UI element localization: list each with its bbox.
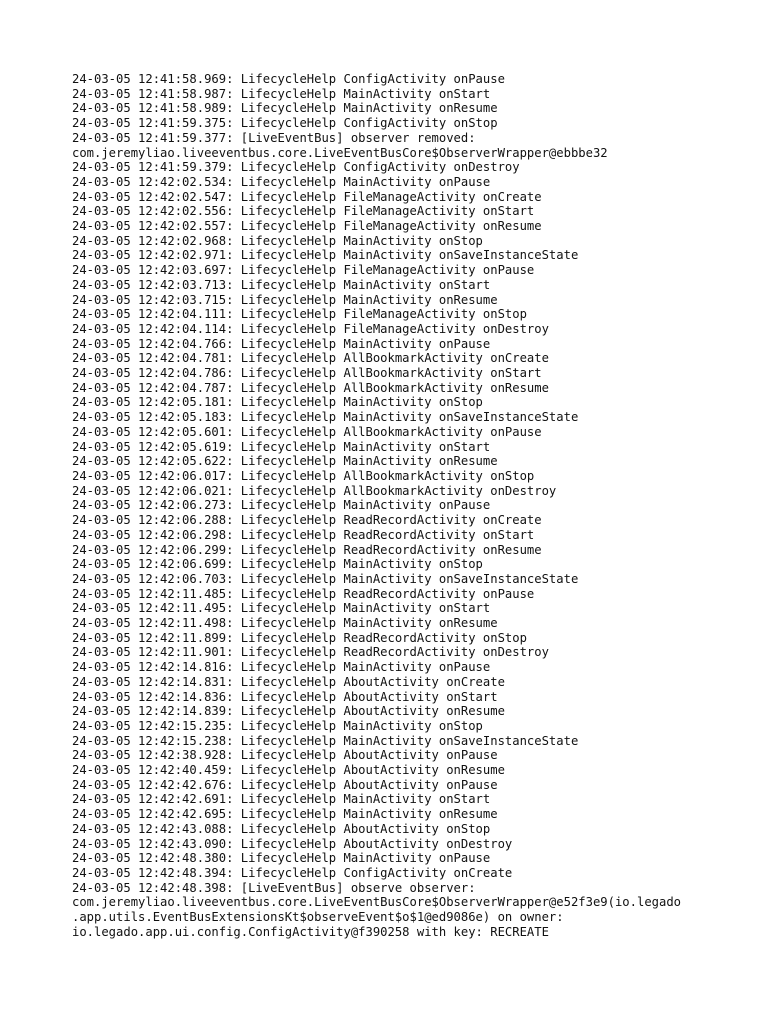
- log-line: 24-03-05 12:41:58.987: LifecycleHelp MainActivity onStart: [72, 86, 491, 101]
- log-line: 24-03-05 12:42:11.498: LifecycleHelp MainActivity onResume: [72, 616, 498, 631]
- log-line: 24-03-05 12:42:02.534: LifecycleHelp MainActivity onPause: [72, 174, 491, 189]
- log-line: .app.utils.EventBusExtensionsKt$observeEvent$o$1@ed9086e) on owner:: [72, 910, 564, 925]
- log-line: 24-03-05 12:42:02.547: LifecycleHelp FileManageActivity onCreate: [72, 189, 542, 204]
- log-line: 24-03-05 12:42:15.238: LifecycleHelp MainActivity onSaveInstanceState: [72, 733, 579, 748]
- log-line: 24-03-05 12:41:59.379: LifecycleHelp ConfigActivity onDestroy: [72, 160, 520, 175]
- log-line: 24-03-05 12:41:58.969: LifecycleHelp ConfigActivity onPause: [72, 72, 505, 86]
- log-line: 24-03-05 12:41:58.989: LifecycleHelp MainActivity onResume: [72, 101, 498, 116]
- log-line: 24-03-05 12:42:06.273: LifecycleHelp MainActivity onPause: [72, 498, 491, 513]
- log-line: 24-03-05 12:42:05.181: LifecycleHelp MainActivity onStop: [72, 395, 483, 410]
- log-line: 24-03-05 12:42:04.766: LifecycleHelp MainActivity onPause: [72, 336, 491, 351]
- log-line: 24-03-05 12:42:05.619: LifecycleHelp MainActivity onStart: [72, 439, 491, 454]
- log-line: 24-03-05 12:42:14.839: LifecycleHelp AboutActivity onResume: [72, 704, 505, 719]
- log-line: 24-03-05 12:42:11.899: LifecycleHelp ReadRecordActivity onStop: [72, 630, 527, 645]
- log-line: 24-03-05 12:41:59.377: [LiveEventBus] observer removed:: [72, 130, 476, 145]
- log-line: 24-03-05 12:42:02.557: LifecycleHelp FileManageActivity onResume: [72, 219, 542, 234]
- log-line: 24-03-05 12:42:06.021: LifecycleHelp AllBookmarkActivity onDestroy: [72, 483, 557, 498]
- log-line: 24-03-05 12:42:43.088: LifecycleHelp AboutActivity onStop: [72, 821, 491, 836]
- log-line: 24-03-05 12:42:06.699: LifecycleHelp MainActivity onStop: [72, 557, 483, 572]
- log-line: 24-03-05 12:42:43.090: LifecycleHelp AboutActivity onDestroy: [72, 836, 513, 851]
- log-line: com.jeremyliao.liveeventbus.core.LiveEventBusCore$ObserverWrapper@ebbbe32: [72, 145, 608, 160]
- log-line: 24-03-05 12:42:05.601: LifecycleHelp AllBookmarkActivity onPause: [72, 424, 542, 439]
- log-line: 24-03-05 12:42:04.114: LifecycleHelp FileManageActivity onDestroy: [72, 321, 549, 336]
- log-line: 24-03-05 12:42:11.495: LifecycleHelp MainActivity onStart: [72, 601, 491, 616]
- log-line: 24-03-05 12:42:42.691: LifecycleHelp MainActivity onStart: [72, 792, 491, 807]
- log-line: com.jeremyliao.liveeventbus.core.LiveEventBusCore$ObserverWrapper@e52f3e9(io.legado: [72, 895, 682, 910]
- log-line: 24-03-05 12:42:48.398: [LiveEventBus] observe observer:: [72, 880, 476, 895]
- log-line: 24-03-05 12:42:11.901: LifecycleHelp ReadRecordActivity onDestroy: [72, 645, 549, 660]
- log-line: 24-03-05 12:42:05.622: LifecycleHelp MainActivity onResume: [72, 454, 498, 469]
- log-line: 24-03-05 12:42:06.298: LifecycleHelp ReadRecordActivity onStart: [72, 527, 535, 542]
- log-line: 24-03-05 12:42:04.111: LifecycleHelp FileManageActivity onStop: [72, 307, 527, 322]
- log-line: 24-03-05 12:42:14.836: LifecycleHelp AboutActivity onStart: [72, 689, 498, 704]
- log-line: 24-03-05 12:42:04.786: LifecycleHelp AllBookmarkActivity onStart: [72, 366, 542, 381]
- log-line: 24-03-05 12:42:48.380: LifecycleHelp MainActivity onPause: [72, 851, 491, 866]
- log-line: 24-03-05 12:42:04.787: LifecycleHelp AllBookmarkActivity onResume: [72, 380, 549, 395]
- log-line: 24-03-05 12:42:06.299: LifecycleHelp ReadRecordActivity onResume: [72, 542, 542, 557]
- log-line: 24-03-05 12:42:03.697: LifecycleHelp FileManageActivity onPause: [72, 263, 535, 278]
- log-line: 24-03-05 12:42:06.017: LifecycleHelp AllBookmarkActivity onStop: [72, 468, 535, 483]
- log-line: 24-03-05 12:42:05.183: LifecycleHelp MainActivity onSaveInstanceState: [72, 410, 579, 425]
- log-line: 24-03-05 12:42:48.394: LifecycleHelp ConfigActivity onCreate: [72, 865, 513, 880]
- log-line: 24-03-05 12:42:38.928: LifecycleHelp AboutActivity onPause: [72, 748, 498, 763]
- log-line: 24-03-05 12:42:02.971: LifecycleHelp MainActivity onSaveInstanceState: [72, 248, 579, 263]
- log-line: 24-03-05 12:42:03.713: LifecycleHelp MainActivity onStart: [72, 277, 491, 292]
- log-line: 24-03-05 12:42:02.556: LifecycleHelp FileManageActivity onStart: [72, 204, 535, 219]
- log-line: 24-03-05 12:42:06.288: LifecycleHelp ReadRecordActivity onCreate: [72, 513, 542, 528]
- log-line: 24-03-05 12:42:03.715: LifecycleHelp MainActivity onResume: [72, 292, 498, 307]
- log-line: 24-03-05 12:42:14.831: LifecycleHelp AboutActivity onCreate: [72, 674, 505, 689]
- log-line: 24-03-05 12:42:42.676: LifecycleHelp AboutActivity onPause: [72, 777, 498, 792]
- log-line: 24-03-05 12:42:40.459: LifecycleHelp AboutActivity onResume: [72, 763, 505, 778]
- log-line: 24-03-05 12:42:14.816: LifecycleHelp MainActivity onPause: [72, 660, 491, 675]
- log-line: 24-03-05 12:42:06.703: LifecycleHelp MainActivity onSaveInstanceState: [72, 571, 579, 586]
- log-line: 24-03-05 12:42:11.485: LifecycleHelp ReadRecordActivity onPause: [72, 586, 535, 601]
- log-line: 24-03-05 12:42:15.235: LifecycleHelp MainActivity onStop: [72, 718, 483, 733]
- log-line: io.legado.app.ui.config.ConfigActivity@f390258 with key: RECREATE: [72, 924, 549, 939]
- log-line: 24-03-05 12:41:59.375: LifecycleHelp ConfigActivity onStop: [72, 116, 498, 131]
- log-line: 24-03-05 12:42:42.695: LifecycleHelp MainActivity onResume: [72, 807, 498, 822]
- log-text: [72, 72, 732, 939]
- log-line: 24-03-05 12:42:04.781: LifecycleHelp AllBookmarkActivity onCreate: [72, 351, 549, 366]
- log-line: 24-03-05 12:42:02.968: LifecycleHelp MainActivity onStop: [72, 233, 483, 248]
